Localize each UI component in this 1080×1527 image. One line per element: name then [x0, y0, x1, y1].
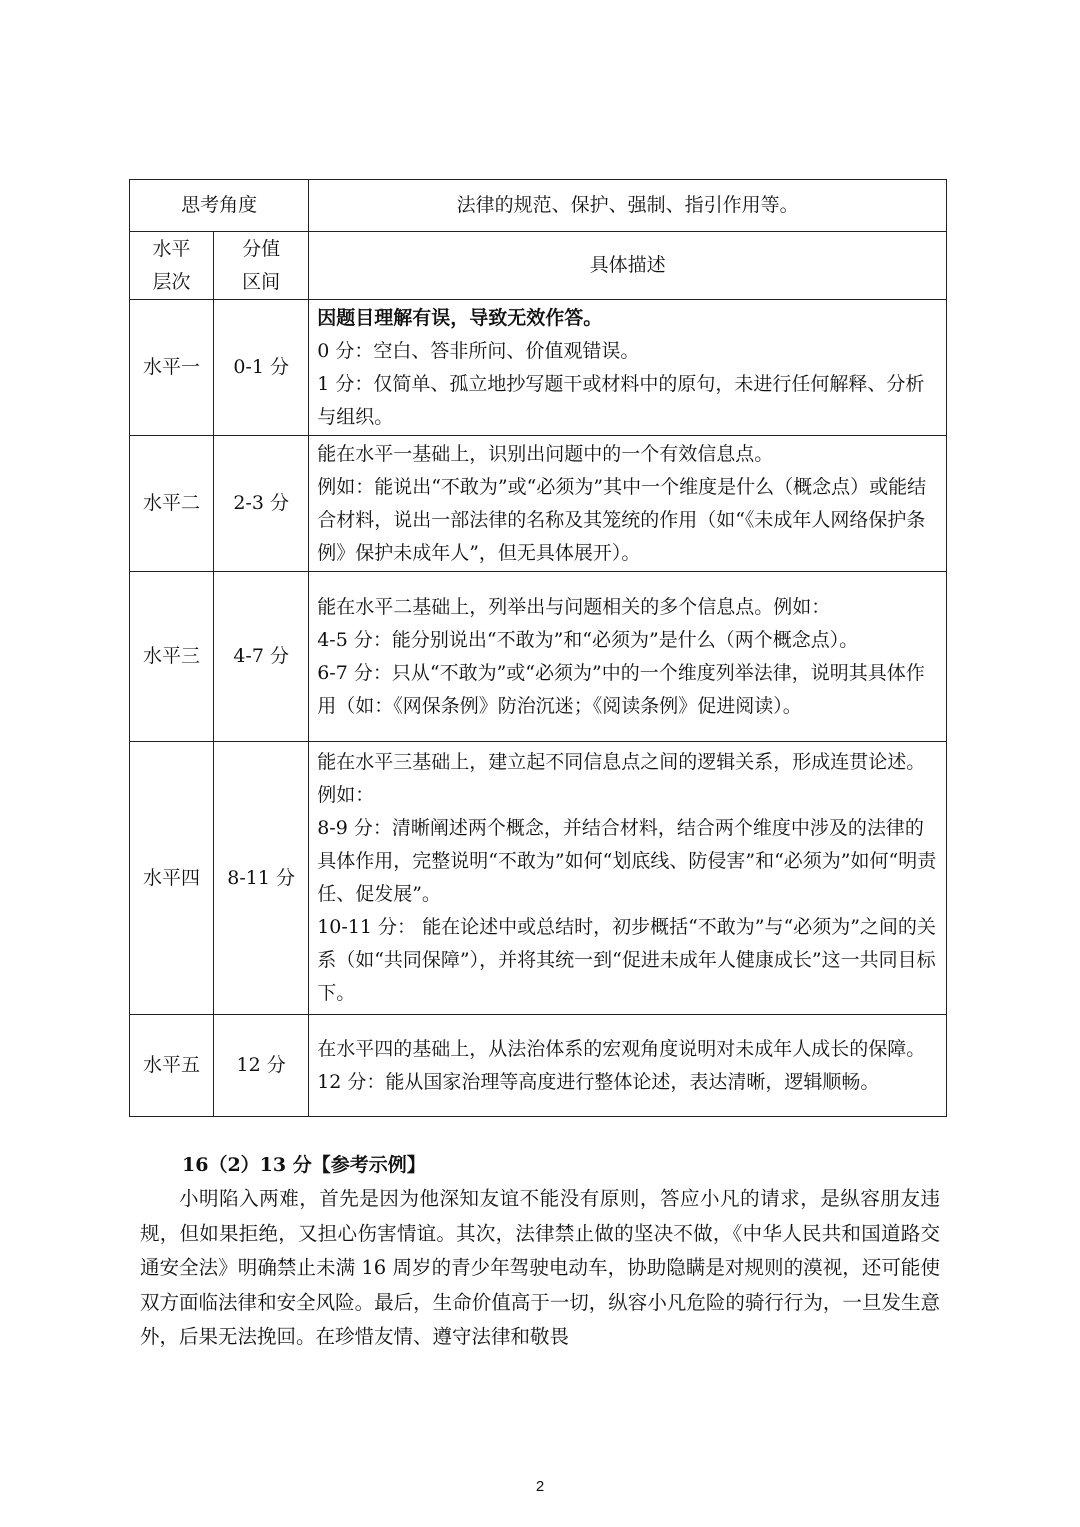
score-cell: 8-11 分 — [214, 742, 309, 1015]
angle-value-cell: 法律的规范、保护、强制、指引作用等。 — [309, 180, 947, 232]
table-row — [130, 742, 947, 1015]
answer-heading: 16（2）13 分【参考示例】 — [182, 1154, 426, 1176]
table-column-header-row — [130, 232, 947, 300]
level-cell: 水平四 — [130, 742, 214, 1015]
level-cell: 水平三 — [130, 572, 214, 742]
description-line: 8-9 分：清晰阐述两个概念，并结合材料，结合两个维度中涉及的法律的具体作用，完整说明“不敢为”如何“划底线、防侵害”和“必须为”如何“明责任、促发展”。 — [317, 817, 937, 905]
table-row — [130, 572, 947, 742]
answer-paragraph: 小明陷入两难，首先是因为他深知友谊不能没有原则，答应小凡的请求，是纵容朋友违规，但如果拒绝，又担心伤害情谊。其次，法律禁止做的坚决不做，《中华人民共和国道路交通安全法》明确禁止未满 16 周岁的青少年驾驶电动车，协助隐瞒是对规则的漠视，还可能使双方面临法律和安全风险。最后，生命价值高于一切，纵容小凡危险的骑行行为，一旦发生意外，后果无法挽回。在珍惜友情、遵守法律和敬畏 — [140, 1187, 940, 1348]
description-line: 能在水平一基础上，识别出问题中的一个有效信息点。 — [317, 442, 774, 465]
level-cell: 水平一 — [130, 300, 214, 436]
description-line: 10-11 分： 能在论述中或总结时，初步概括“不敢为”与“必须为”之间的关系（如“共同保障”），并将其统一到“促进未成年人健康成长”这一共同目标下。 — [317, 916, 936, 1004]
description-cell — [309, 436, 947, 572]
level-column-header — [130, 232, 214, 300]
score-cell: 4-7 分 — [214, 572, 309, 742]
score-cell: 2-3 分 — [214, 436, 309, 572]
score-cell: 12 分 — [214, 1015, 309, 1117]
score-cell: 0-1 分 — [214, 300, 309, 436]
table-row — [130, 1015, 947, 1117]
description-cell — [309, 300, 947, 436]
level-cell: 水平二 — [130, 436, 214, 572]
description-line: 12 分：能从国家治理等高度进行整体论述，表达清晰，逻辑顺畅。 — [317, 1070, 880, 1093]
level-header-text: 水平层次 — [152, 237, 191, 293]
angle-label-cell: 思考角度 — [130, 180, 309, 232]
score-header-text: 分值区间 — [242, 237, 281, 293]
description-cell — [309, 1015, 947, 1117]
description-line: 4-5 分：能分别说出“不敢为”和“必须为”是什么（两个概念点）。 — [317, 628, 859, 651]
table-row — [130, 436, 947, 572]
table-row — [130, 300, 947, 436]
description-line: 能在水平二基础上，列举出与问题相关的多个信息点。例如： — [317, 595, 831, 618]
description-cell — [309, 742, 947, 1015]
description-column-header: 具体描述 — [309, 232, 947, 300]
description-line: 0 分：空白、答非所问、价值观错误。 — [317, 339, 640, 362]
table-header-row — [130, 180, 947, 232]
description-line: 6-7 分：只从“不敢为”或“必须为”中的一个维度列举法律，说明其具体作用（如：《网保条例》防治沉迷；《阅读条例》促进阅读）。 — [317, 661, 925, 717]
score-column-header — [214, 232, 309, 300]
page-number: 2 — [535, 1478, 545, 1495]
description-line: 例如：能说出“不敢为”或“必须为”其中一个维度是什么（概念点）或能结合材料，说出一部法律的名称及其笼统的作用（如“《未成年人网络保护条例》保护未成年人”，但无具体展开）。 — [317, 475, 927, 564]
description-line: 在水平四的基础上，从法治体系的宏观角度说明对未成年人成长的保障。 — [317, 1037, 926, 1060]
description-line: 能在水平三基础上，建立起不同信息点之间的逻辑关系，形成连贯论述。例如： — [317, 751, 926, 806]
description-line: 1 分：仅简单、孤立地抄写题干或材料中的原句，未进行任何解释、分析与组织。 — [317, 372, 925, 428]
description-cell — [309, 572, 947, 742]
description-line: 因题目理解有误，导致无效作答。 — [317, 306, 603, 329]
scoring-rubric-table — [129, 179, 947, 1117]
level-cell: 水平五 — [130, 1015, 214, 1117]
